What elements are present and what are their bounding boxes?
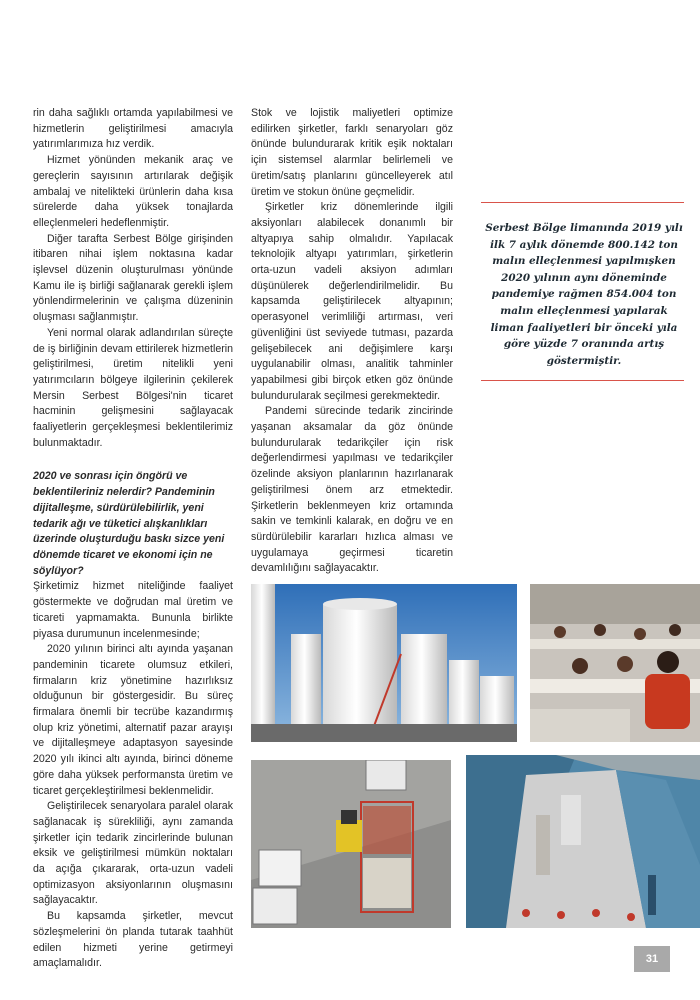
paragraph: Stok ve lojistik maliyetleri optimize edilirken şirketler, farklı senaryoları göz önünde bulundurarak kritik eşik noktaları için sistemsel alarmlar belirlemeli ve üretim/satış planlarını güncelleyerek atıl üretim ve stokun önüne geçmelidir. <box>251 107 453 198</box>
pull-quote: Serbest Bölge limanında 2019 yılı ilk 7 aylık dönemde 800.142 ton malın elleçlenmesi yapılmışken 2020 yılının aynı döneminde pandemiye rağmen 854.004 ton malın elleçlenmesi yapılarak liman faaliyetleri bir önceki yıla göre yüzde 7 oranında artış göstermiştir. <box>485 222 683 367</box>
quote-top-divider <box>481 202 684 203</box>
text-column-middle <box>251 106 453 577</box>
port-aerial-photo <box>466 755 700 928</box>
paragraph: rin daha sağlıklı ortamda yapılabilmesi ve hizmetlerin geliştirilmesi amacıyla yatırımlarımıza hız verdik. <box>33 107 233 151</box>
paragraph: Geliştirilecek senaryolara paralel olarak sağlanacak iş sürekliliği, aynı zamanda şirketler için tedarik zincirlerinde bulunan eksik ve geliştirilmesi mümkün noktaları da açığa çıkararak, orta-uzun vadeli optimizasyon aksiyonlarının oluşmasını sağlayacaktır. <box>33 800 233 907</box>
factory-workers-photo <box>530 584 700 742</box>
paragraph: Bu kapsamda şirketler, mevcut sözleşmelerini ön planda tutarak taahhüt edilen hizmeti yerine getirmeyi amaçlamalıdır. <box>33 910 233 970</box>
paragraph: Diğer tarafta Serbest Bölge girişinden itibaren nihai işlem noktasına kadar işlevsel düzenin oluşturulması yönünde Kamu ile iş birliği sağlanarak gerekli işlem yönlendirmelerinin ve çalışma düzeninin oluşması sağlanmıştır. <box>33 232 233 324</box>
quote-bottom-divider <box>481 380 684 381</box>
paragraph: Yeni normal olarak adlandırılan süreçte de iş birliğinin devam ettirilerek hizmetlerin geliştirilmesi, üretim nitelikli yeni yatırımcıların bölgeye ilgilerinin çekilerek Mersin Serbest Bölgesi'nin ticaret hacminin gelişmesini sağlayacak faaliyetlerin gerçekleşmesi beklentilerimiz bulunmaktadır. <box>33 326 233 449</box>
text-column-left <box>33 106 233 972</box>
forklift-cargo-photo <box>251 760 451 928</box>
page-number: 31 <box>634 946 670 972</box>
storage-tanks-photo <box>251 584 517 742</box>
paragraph: Hizmet yönünden mekanik araç ve gereçlerin sayısının artırılarak değişik ambalaj ve nitelikteki ürünlerin daha kısa sürelerde daha yüksek tonajlarda elleçlenmeleri hedeflenmiştir. <box>33 154 233 229</box>
paragraph: Şirketimiz hizmet niteliğinde faaliyet göstermekte ve doğrudan mal üretim ve ticareti yapmamakta. Bununla birlikte piyasa durumunun incelenmesinde; <box>33 580 233 640</box>
paragraph: Şirketler kriz dönemlerinde ilgili aksiyonları alabilecek donanımlı bir altyapıya sahip olmalıdır. Yapılacak teknolojik altyapı yatırımları, şirketlerin orta-uzun vadeli aksiyon adımları düşünülerek değerlendirilmelidir. Bu kapsamda geliştirilecek altyapının; operasyonel verimliliği artırması, veri güvenliğini üst seviyede tutması, pazarda gelişebilecek ani değişimlere karşı uygulanabilir olması, analitik tahminler yapabilmesi gibi birçok etken göz önünde bulundurularak seçilmesi gerekmektedir. <box>251 201 453 402</box>
paragraph: 2020 yılının birinci altı ayında yaşanan pandeminin ticarete olumsuz etkileri, firmaların kriz yönetimine hazırlıksız olduğunun bir göstergesidir. Bu süreç firmalara önemli bir tecrübe kazandırmış olup kriz yönetimi, alternatif pazar arayışı ve dijitalleşmeye adaptasyon sayesinde 2020 yılı ikinci altı ayında, birinci döneme göre daha yüksek performansta üretim ve ticaret gerçekleştirilmesi beklenmelidir. <box>33 643 233 797</box>
paragraph: Pandemi sürecinde tedarik zincirinde yaşanan aksamalar da göz önünde bulundurularak tedarikçiler için risk değerlendirmesi yapılması ve tedarikçiler özelinde aksiyon planlarının hazırlanarak geliştirilmesi önem arz etmektedir. Şirketlerin beklenmeyen kriz ortamında sakin ve temkinli kalarak, en doğru ve en sürdürülebilir kararları hızlıca alması ve uygulamaya geçirmesi ticaretin devamlılığını sağlayacaktır. <box>251 405 453 575</box>
interview-question: 2020 ve sonrası için öngörü ve beklentileriniz nelerdir? Pandeminin dijitalleşme, sürdürülebilirlik, yeni tedarik ağı ve tüketici alışkanlıkları üzerinde oluşturduğu baskı sizce yeni dönemde ticaret ve ekonomi için ne söylüyor? <box>33 470 225 577</box>
